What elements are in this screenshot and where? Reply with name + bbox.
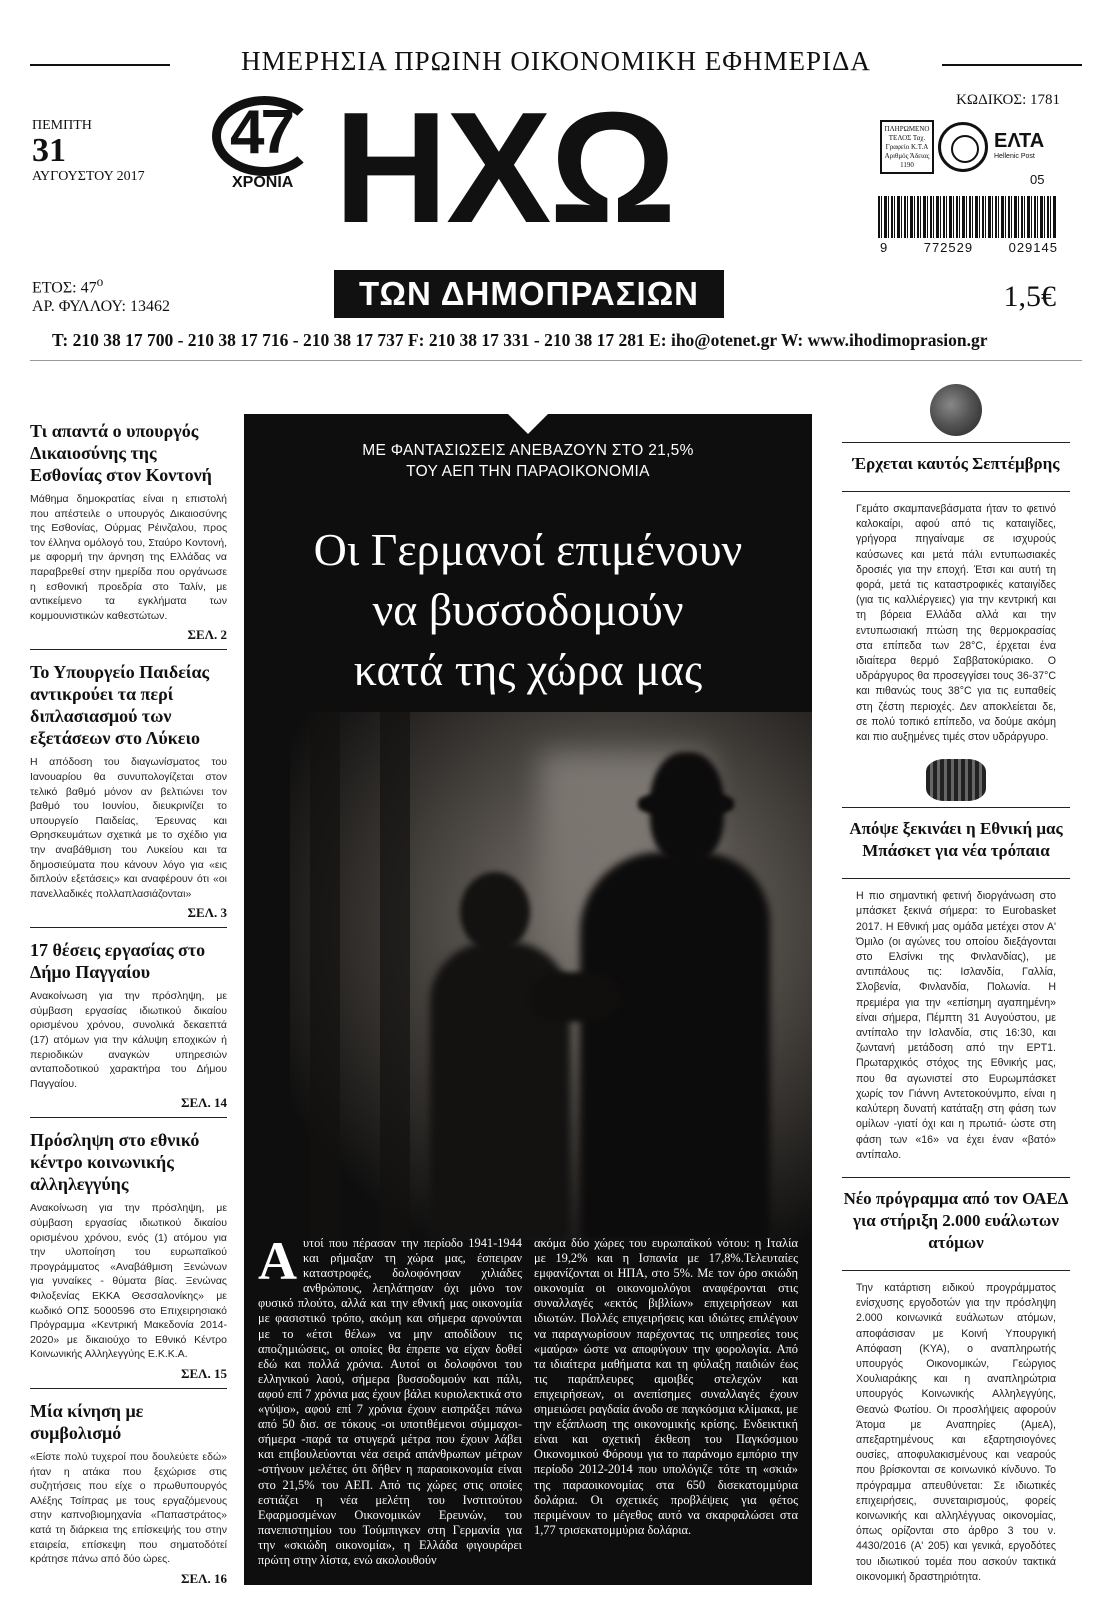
page-ref[interactable]: ΣΕΛ. 16 <box>181 1570 227 1586</box>
headline-line-3: κατά της χώρα μας <box>353 644 703 695</box>
kicker-line-1: ΜΕ ΦΑΝΤΑΣΙΩΣΕΙΣ ΑΝΕΒΑΖΟΥΝ ΣΤΟ 21,5% <box>362 442 694 459</box>
issue-label: ΑΡ. ΦΥΛΛΟΥ: 13462 <box>32 298 170 316</box>
divider <box>30 1117 227 1118</box>
handshake <box>530 972 620 1022</box>
lead-body-col-1 <box>258 1231 522 1568</box>
photo-shadow-bar <box>310 712 340 1240</box>
anniversary-number: 47 <box>230 98 291 167</box>
photo-shadow-bar <box>380 712 410 1240</box>
anniversary-logo <box>212 96 322 191</box>
lead-headline[interactable] <box>244 520 812 700</box>
lead-story <box>244 414 812 1585</box>
story-text: Η πιο σημαντική φετινή διοργάνωση στο μπάσκετ ξεκινά σήμερα: το Eurobasket 2017. Η Εθνική μας ομάδα μετέχει στον Α' Όμιλο (οι αγώνες του οποίου διεξάγονται στο Ελσίνκι της Φινλανδίας), με αντιπάλους τις: Ισλανδία, Γαλλία, Σλοβενία, Φινλανδία, Πολωνία. Η πρεμιέρα για την «επίσημη αγαπημένη» είναι σήμερα, Πέμπτη 31 Αυγούστου, με αντίπαλο την Ισλανδία, στις 16:30, και ζωντανή μετάδοση από την ΕΡΤ1. Πρωταρχικός στόχος της Εθνικής μας, που θα αγωνιστεί στο Ευρωμπάσκετ χωρίς τον Γιάννη Αντετοκούνμπο, είναι η καλύτερη δυνατή κατάταξη στη φάση των ομίλων -γιατί όχι και η πρωτιά- ώστε στη φάση των «16» να έχει έναν «βατό» αντίπαλο. <box>856 890 1056 1161</box>
story-text: Ανακοίνωση για την πρόσληψη, με σύμβαση εργασίας ιδιωτικού δικαίου ορισμένου χρόνου, συνολικά δεκαεπτά (17) ατόμων για την κάλυψη εποχικών ή περιοδικών αναγκών υπηρεσιών ανταποδοτικού χαρακτήρα του Δήμου Παγγαίου. <box>30 990 227 1090</box>
tagline-rule-left <box>30 64 170 66</box>
anniversary-label: ΧΡΟΝΙΑ <box>232 174 294 191</box>
left-story <box>30 420 227 650</box>
story-text: Την κατάρτιση ειδικού προγράμματος ενίσχυσης εργοδοτών για την πρόσληψη 2.000 κοινωνικά ευάλωτων ατόμων, αποφάσισαν με Κοινή Υπουργική Απόφαση (ΚΥΑ), ο αναπληρωτής υπουργός Οικονομικών, Γεώργιος Χουλιαράκης και η αναπληρώτρια υπουργός Κοινωνικής Αλληλεγγύης, Θεανώ Φωτίου. Οι προσλήψεις αφορούν Άτομα με Αναπηρίες (ΑμεΑ), απεξαρτημένους και εξαρτησιογόνες ουσίες, αποφυλακισμένους και νεαρούς που βρίσκονται σε κοινωνικό κίνδυνο. Το πρόγραμμα απευθύνεται: Σε ιδιωτικές επιχειρήσεις, συνεταιρισμούς, φορείς κοινωνικής και αλληλέγγυας οικονομίας, όπως ορίζονται στο άρθρο 3 του ν. 4430/2016 (Α' 205) και γενικά, εργοδότες του ιδιωτικού τομέα που ασκούν τακτικά οικονομική δραστηριότητα. <box>856 1281 1056 1583</box>
date-block <box>32 118 145 184</box>
silhouette-hat <box>638 792 734 816</box>
notch-icon <box>506 414 550 434</box>
barcode-digits <box>880 240 1058 255</box>
barcode-digit-1: 772529 <box>923 240 974 255</box>
headline-line-1: Οι Γερμανοί επιμένουν <box>313 524 743 575</box>
barcode-digit-0: 9 <box>880 240 889 255</box>
page-ref[interactable]: ΣΕΛ. 2 <box>187 627 227 643</box>
team-photo <box>926 759 986 801</box>
left-story <box>30 1400 227 1587</box>
postage-stamps <box>880 120 1060 176</box>
post-brand: ΕΛΤΑ <box>994 130 1045 152</box>
paid-postage-stamp: ΠΛΗΡΩΜΕΝΟ ΤΕΛΟΣ Ταχ. Γραφείο Κ.Τ.Α Αριθμός Άδειας 1190 <box>880 120 934 174</box>
story-title-box <box>842 1177 1070 1271</box>
page-ref[interactable]: ΣΕΛ. 3 <box>187 905 227 921</box>
left-column <box>30 420 227 1598</box>
divider <box>30 649 227 650</box>
story-text: Η απόδοση του διαγωνίσματος του Ιανουαρίου θα συνυπολογίζεται στον τελικό βαθμό μόνον αν βελτιώνει τον βαθμό του Ιουνίου, διευκρινίζει το υπουργείο Παιδείας, Έρευνας και Θρησκευμάτων σχετικά με το σχέδιο για την αναβάθμιση του Λυκείου και τα δημοσιεύματα που κάνουν λόγο για «εις διπλούν εξετάσεις» και αναφέρουν ότι «οι πανελλαδικές πολλαπλασιάζονται» <box>30 756 227 900</box>
lead-photo <box>290 712 812 1240</box>
lead-col1-text: υτοί που πέρασαν την περίοδο 1941-1944 και ρήμαξαν τη χώρα μας, έσπειραν καταστροφές, δολοφόνησαν χιλιάδες ανθρώπους, λεηλάτησαν όχι μόνο τον φυσικό πλούτο, αλλά και την εθνική μας οικονομία με φασιστικό τρόπο, ακόμη και σήμερα αρνούνται με το «έτσι θέλω» να μην αποδίδουν τις αποζημιώσεις, οι οποίες θα έπρεπε να είχαν δοθεί εδώ και πολλά χρόνια. Αυτοί οι δολοφόνοι του ελληνικού λαού, σήμερα βυσσοδομούν και πάλι, αφού επί 7 χρόνια μας έχουν βάλει κυριολεκτικά στο «γύψο», αφού επί 7 χρόνια έχουν εισπράξει πάνω από 50 δισ. σε τόκους -οι υποτιθέμενοι σύμμαχοι- σήμερα -παρά τα στυγερά μέτρα που έχουν λάβει και επιβουλεύονται νέα σειρά απάνθρωπων μέτρων -στήνουν μελέτες ότι δήθεν η παραοικονομία είναι στο 21,5% του ΑΕΠ. Από τις χώρες στις οποίες εστιάζει η νέα μελέτη του Ινστιτούτου Εφαρμοσμένων Οικονομικών Ερευνών, του πανεπιστημίου του Τούμπιγκεν στη Γερμανία για την «σκιώδη οικονομία», η Ελλάδα φιγουράρει πρώτη στην λίστα, ενώ ακολουθούν <box>258 1236 522 1567</box>
story-title[interactable]: 17 θέσεις εργασίας στο Δήμο Παγγαίου <box>30 940 206 983</box>
weather-photo <box>930 384 982 436</box>
page-ref[interactable]: ΣΕΛ. 14 <box>181 1095 227 1111</box>
story-text: Γεμάτο σκαμπανεβάσματα ήταν το φετινό καλοκαίρι, αφού από τις καταιγίδες, γρήγορα πηγαίναμε σε ισχυρούς καύσωνες και μετά πάλι εντυπωσιακές δροσιές για την εποχή. Έτσι και αυτή τη φορά, μετά τις καταστροφικές καταιγίδες (για τις καλλιέργειες) για την κεντρική και τη βόρεια Ελλάδα αλλά και την εντυπωσιακή πτώση της θερμοκρασίας στα επίπεδα των 28°C, έρχεται ένα ιδιαίτερα θερμό Σαββατοκύριακο. Ο υδράργυρος θα προσεγγίσει τους 36-37°C και πιθανώς τους 38°C για τις ευπαθείς στη ζέστη περιοχές. Δεν αποκλείεται δε, σε πολύ τοπικό επίπεδο, να δούμε ακόμη και πιο αυξημένες τιμές στον υδράργυρο. <box>856 503 1056 744</box>
story-title[interactable]: Μία κίνηση με συμβολισμό <box>30 1400 144 1443</box>
lead-body-col-2: ακόμα δύο χώρες του ευρωπαϊκού νότου: η Ιταλία με 19,2% και η Ισπανία με 17,8%.Τελευταίες εμφανίζονται οι ΗΠΑ, στο 5%. Με τον όρο σκιώδη οικονομία οι οικονομολόγοι αναφέρονται στις συναλλαγές «εκτός βιβλίων» επιχειρήσεων και ιδιωτών. Πολλές επιχειρήσεις και ιδιώτες επιλέγουν να παραγνωρίσουν παρέχοντας τις υπηρεσίες τους «μαύρα» ώστε να αποφύγουν την φορολογία. Από τα ιδιαίτερα μαθήματα και τη φύλαξη παιδιών έως τις παράπλευρες αμοιβές στελεχών και επιχειρήσεων, οι ανεπίσημες συναλλαγές έχουν σημειώσει ραγδαία άνοδο σε παγκόσμια κλίμακα, με την εξάπλωση της οικονομικής κρίσης. Ενδεικτική είναι και σχετική έκθεση του Παγκόσμιου Οικονομικού Φόρουμ για το παράνομο εμπόριο την περίοδο 2012-2014 που υπολόγιζε τότε τη «σκιά» της παραοικονομίας στα 650 δισεκατομμύρια δολάρια. Οι σχετικές προβλέψεις για φέτος περιμένουν το μέγεθος αυτό να σκαρφαλώσει στα 1,77 τρισεκατομμύρια δολάρια. <box>534 1236 798 1537</box>
silhouette-left-head <box>460 872 530 952</box>
headline-line-2: να βυσσοδομούν <box>372 584 684 635</box>
silhouette-right <box>580 852 770 1240</box>
left-story <box>30 1129 227 1389</box>
tagline: ΗΜΕΡΗΣΙΑ ΠΡΩΙΝΗ ΟΙΚΟΝΟΜΙΚΗ ΕΦΗΜΕΡΙΔΑ <box>241 46 871 76</box>
lead-body <box>258 1231 798 1568</box>
post-sub: Hellenic Post <box>994 153 1035 160</box>
newspaper-subtitle: ΤΩΝ ΔΗΜΟΠΡΑΣΙΩΝ <box>334 270 724 318</box>
barcode-digit-2: 029145 <box>1008 240 1058 255</box>
year-sup: ο <box>96 274 104 289</box>
day-number: 31 <box>32 132 66 169</box>
story-title-box <box>842 442 1070 492</box>
seal-icon <box>938 122 988 172</box>
code-label: ΚΩΔΙΚΟΣ: 1781 <box>956 92 1060 108</box>
weekday: ΠΕΜΠΤΗ <box>32 118 92 133</box>
barcode-icon <box>878 196 1056 238</box>
story-title[interactable]: Πρόσληψη στο εθνικό κέντρο κοινωνικής αλληλεγγύης <box>30 1130 200 1195</box>
right-story <box>843 1177 1069 1585</box>
story-text: Μάθημα δημοκρατίας είναι η επιστολή που απέστειλε ο υπουργός Δικαιοσύνης της Εσθονίας, Ούρμας Ρέινζαλου, προς τον έλληνα ομόλογό του, Σταύρο Κοντονή, με αφορμή την άρνηση της Ελλάδας να παραβρεθεί στην ημερίδα που οργάνωσε η εσθονική προεδρία στο Ταλίν, με αντικείμενο τα εγκλήματα των κομμουνιστικών καθεστώτων. <box>30 493 227 622</box>
contact-rule <box>30 360 1082 361</box>
elta-logo <box>994 130 1044 160</box>
story-title[interactable]: Τι απαντά ο υπουργός Δικαιοσύνης της Εσθονίας στον Κοντονή <box>30 421 212 485</box>
story-title[interactable]: Απόψε ξεκινάει η Εθνική μας Μπάσκετ για νέα τρόπαια <box>849 819 1063 861</box>
divider <box>30 1388 227 1389</box>
right-story <box>849 759 1063 1163</box>
price: 1,5€ <box>1003 280 1056 313</box>
story-title-box <box>842 807 1070 879</box>
right-story <box>852 384 1060 745</box>
left-story <box>30 661 227 928</box>
issue-block <box>32 272 170 316</box>
divider <box>30 927 227 928</box>
story-title[interactable]: Έρχεται καυτός Σεπτέμβρης <box>852 454 1060 473</box>
story-title[interactable]: Νέο πρόγραμμα από τον ΟΑΕΔ για στήριξη 2.000 ευάλωτων ατόμων <box>843 1188 1069 1252</box>
story-text: «Είστε πολύ τυχεροί που δουλεύετε εδώ» ήταν η ατάκα που ξεχώρισε στις συζητήσεις που είχε ο πρωθυπουργός Αλέξης Τσίπρας με τους εργαζόμενους στην καπνοβιομηχανία «Παπαστράτος» κατά τη διάρκεια της επίσκεψής του στην εταιρεία, επίσκεψη που σηματοδότεί κράτησε πάνω από δύο ώρες. <box>30 1450 227 1566</box>
newspaper-title: ΗΧΩ <box>334 80 675 256</box>
contact-line: T: 210 38 17 700 - 210 38 17 716 - 210 38 17 737 F: 210 38 17 331 - 210 38 17 281 E: iho@otenet.gr W: www.ihodimoprasion.gr <box>52 330 988 350</box>
left-story <box>30 939 227 1118</box>
barcode-issue: 05 <box>1030 172 1045 187</box>
year-label: ΕΤΟΣ: 47 <box>32 279 97 297</box>
kicker-line-2: ΤΟΥ ΑΕΠ ΤΗΝ ΠΑΡΑΟΙΚΟΝΟΜΙΑ <box>406 463 650 480</box>
tagline-rule-right <box>942 64 1082 66</box>
dropcap: Α <box>258 1231 297 1291</box>
right-column <box>843 384 1069 1599</box>
story-text: Ανακοίνωση για την πρόσληψη, με σύμβαση εργασίας ιδιωτικού δικαίου ορισμένου χρόνου, ενός (1) ατόμου για την υλοποίηση του ευρωπαϊκού προγράμματος «Αναβάθμιση Ξενώνων για γυναίκες - θύματα βίας. Ξενώνας Φιλοξενίας ΕΚΚΑ Θεσσαλονίκης» με κωδικό ΟΠΣ 5000596 στο Επιχειρησιακό Πρόγραμμα «Κεντρική Μακεδονία 2014-2020» με δικαιούχο το Εθνικό Κέντρο Κοινωνικής Αλληλεγγύης Ε.Κ.Κ.Α. <box>30 1202 227 1361</box>
page-ref[interactable]: ΣΕΛ. 15 <box>181 1365 227 1381</box>
month-year: ΑΥΓΟΥΣΤΟΥ 2017 <box>32 169 145 184</box>
tagline-bar <box>30 42 1082 82</box>
lead-kicker <box>244 440 812 482</box>
story-title[interactable]: Το Υπουργείο Παιδείας αντικρούει τα περί διπλασιασμού των εξετάσεων στο Λύκειο <box>30 662 210 749</box>
